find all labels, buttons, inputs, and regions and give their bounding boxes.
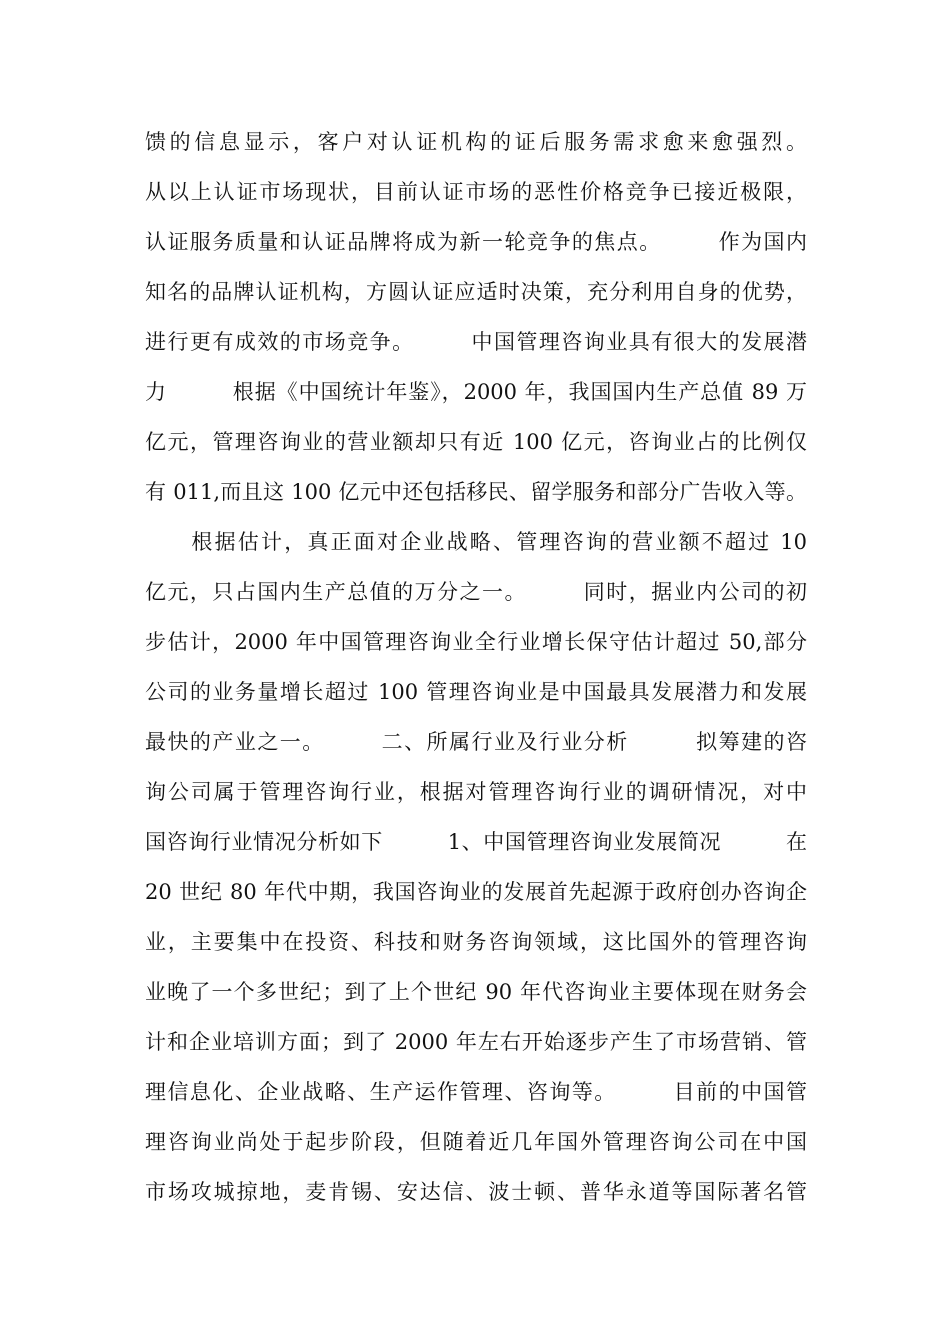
text-line: 进行更有成效的市场竞争。 中国管理咨询业具有很大的发展潜 — [145, 330, 807, 354]
text-line: 最快的产业之一。 二、所属行业及行业分析 拟筹建的咨 — [145, 730, 807, 754]
text-line: 理咨询业尚处于起步阶段，但随着近几年国外管理咨询公司在中国 — [145, 1130, 807, 1154]
text-line: 馈的信息显示，客户对认证机构的证后服务需求愈来愈强烈。 — [145, 130, 807, 154]
text-line: 知名的品牌认证机构，方圆认证应适时决策，充分利用自身的优势， — [145, 280, 807, 304]
text-line: 国咨询行业情况分析如下 1、中国管理咨询业发展简况 在 — [145, 830, 807, 854]
text-line: 询公司属于管理咨询行业，根据对管理咨询行业的调研情况，对中 — [145, 780, 807, 804]
text-line: 根据估计，真正面对企业战略、管理咨询的营业额不超过 10 — [145, 530, 807, 554]
text-line: 计和企业培训方面；到了 2000 年左右开始逐步产生了市场营销、管 — [145, 1030, 807, 1054]
text-line: 20 世纪 80 年代中期，我国咨询业的发展首先起源于政府创办咨询企 — [145, 880, 807, 904]
text-line: 亿元，只占国内生产总值的万分之一。 同时，据业内公司的初 — [145, 580, 807, 604]
text-line: 亿元，管理咨询业的营业额却只有近 100 亿元，咨询业占的比例仅 — [145, 430, 807, 454]
text-line: 市场攻城掠地，麦肯锡、安达信、波士顿、普华永道等国际著名管 — [145, 1180, 807, 1204]
text-line: 公司的业务量增长超过 100 管理咨询业是中国最具发展潜力和发展 — [145, 680, 807, 704]
text-line: 从以上认证市场现状，目前认证市场的恶性价格竞争已接近极限， — [145, 180, 807, 204]
text-line: 力 根据《中国统计年鉴》，2000 年，我国国内生产总值 89 万 — [145, 380, 807, 404]
text-line: 有 011,而且这 100 亿元中还包括移民、留学服务和部分广告收入等。 — [145, 480, 807, 504]
text-line: 步估计，2000 年中国管理咨询业全行业增长保守估计超过 50,部分 — [145, 630, 807, 654]
text-line: 认证服务质量和认证品牌将成为新一轮竞争的焦点。 作为国内 — [145, 230, 807, 254]
text-line: 理信息化、企业战略、生产运作管理、咨询等。 目前的中国管 — [145, 1080, 807, 1104]
text-line: 业，主要集中在投资、科技和财务咨询领域，这比国外的管理咨询 — [145, 930, 807, 954]
text-line: 业晚了一个多世纪；到了上个世纪 90 年代咨询业主要体现在财务会 — [145, 980, 807, 1004]
